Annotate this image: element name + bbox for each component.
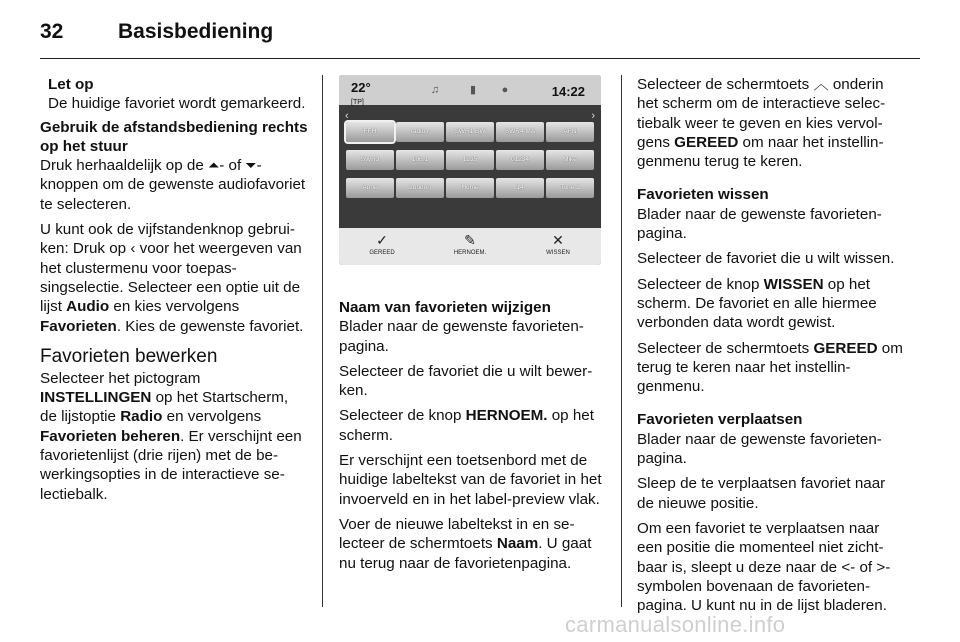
- edit-heading: Favorieten bewerken: [40, 345, 218, 367]
- clock: 14:22: [551, 84, 585, 99]
- favorite-button[interactable]: Anne: [346, 178, 394, 198]
- rename-step-3: Selecteer de knop HERNOEM. op het scherm.: [339, 407, 594, 444]
- favorite-button[interactable]: 106.1: [396, 150, 444, 170]
- favorite-button[interactable]: SWR4 MA: [496, 122, 544, 142]
- arrow-left-icon[interactable]: ‹: [345, 110, 349, 122]
- column-divider: [621, 75, 622, 607]
- rename-step-2: Selecteer de favoriet die u wilt bewerken.: [339, 362, 593, 400]
- music-icon: ♫: [430, 84, 440, 96]
- move-step-1: Blader naar de gewenste favorietenpagina.: [637, 430, 882, 468]
- favorite-button[interactable]: radio r: [396, 122, 444, 142]
- edit-paragraph: Selecteer het pictogram INSTELLINGEN op het Startscherm, de lijstoptie Radio en vervolgens Favorieten beheren. Er verschijnt een favorietenlijst (drie rijen) met de bewerkingsopties in de interactieve selectiebalk.: [40, 369, 302, 503]
- rename-button[interactable]: ✎ HERNOEM.: [435, 232, 505, 258]
- done-paragraph: Selecteer de schermtoets ︿ onderin het scherm om de interactieve selectiebalk weer te geven en kies vervolgens GEREED om naar het instellingenmenu terug te keren.: [637, 76, 886, 171]
- page-title: Basisbediening: [118, 20, 274, 43]
- favorite-button[interactable]: Tone 1: [546, 178, 594, 198]
- favorite-button[interactable]: Mike: [546, 150, 594, 170]
- column-divider: [322, 75, 323, 607]
- favorite-button[interactable]: 14: [496, 178, 544, 198]
- tp-indicator: [TP]: [351, 99, 364, 106]
- action-bar: [339, 228, 601, 265]
- pencil-icon: ✎: [464, 232, 476, 248]
- note-body: De huidige favoriet wordt gemarkeerd.: [48, 95, 306, 113]
- note-title: Let op: [48, 76, 94, 93]
- move-step-3: Om een favoriet te verplaatsen naar een positie die momenteel niet zichtbaar is, sleept u deze naar de <- of >-symbolen bovenaan de favorietenpagina. U kunt nu in de lijst bladeren.: [637, 519, 891, 615]
- delete-step-3: Selecteer de knop WISSEN op het scherm. De favoriet en alle hiermee verbonden data wordt gewist.: [637, 275, 877, 332]
- delete-step-2: Selecteer de favoriet die u wilt wissen.: [637, 250, 895, 268]
- move-step-2: Sleep de te verplaatsen favoriet naar de nieuwe positie.: [637, 475, 886, 512]
- page-number: 32: [40, 20, 64, 43]
- phone-icon: ▮: [469, 84, 477, 96]
- move-heading: Favorieten verplaatsen: [637, 411, 803, 429]
- rename-step-4: Er verschijnt een toetsenbord met de huidige labeltekst van de favoriet in het invoerveld en in het label-preview vlak.: [339, 452, 602, 508]
- delete-step-4: Selecteer de schermtoets GEREED om terug te keren naar het instellingenmenu.: [637, 339, 903, 396]
- favorite-button[interactable]: 01234: [496, 150, 544, 170]
- remote-paragraph: Druk herhaaldelijk op de ⏶- of ⏷-knoppen om de gewenste audiofavoriet te selecteren.: [40, 157, 306, 213]
- close-icon: ✕: [552, 232, 564, 248]
- watermark: carmanualsonline.info: [565, 612, 786, 637]
- column-middle: [339, 75, 607, 579]
- arrow-right-icon[interactable]: ›: [591, 110, 595, 122]
- rename-step-1: Blader naar de gewenste favorietenpagina.: [339, 318, 584, 355]
- favorite-button[interactable]: AFN: [546, 122, 594, 142]
- page-header: [40, 20, 920, 50]
- favorite-button[interactable]: 1235: [446, 150, 494, 170]
- delete-heading: Favorieten wissen: [637, 186, 769, 204]
- delete-button[interactable]: ✕ WISSEN: [523, 232, 593, 258]
- favorite-button[interactable]: SWR3: [346, 150, 394, 170]
- rename-heading: Naam van favorieten wijzigen: [339, 299, 551, 316]
- done-button[interactable]: ✓ GEREED: [347, 232, 417, 258]
- chevron-left-icon: ‹: [130, 240, 136, 258]
- temperature: 22°: [351, 80, 371, 95]
- check-icon: ✓: [376, 232, 388, 248]
- column-left: [40, 75, 308, 510]
- favorites-screen-illustration: [339, 75, 601, 265]
- favorite-button[interactable]: London: [396, 178, 444, 198]
- chevron-up-icon: ︿: [813, 76, 829, 93]
- header-rule: [40, 58, 920, 59]
- chevron-left-icon: <: [841, 558, 851, 576]
- favorite-button[interactable]: FFH: [346, 122, 394, 142]
- delete-step-1: Blader naar de gewenste favorietenpagina.: [637, 205, 882, 243]
- status-bar: [339, 75, 601, 105]
- favorite-button[interactable]: Home: [446, 178, 494, 198]
- seek-up-icon: ⏶: [208, 157, 220, 174]
- note-box: [40, 75, 308, 114]
- column-right: [637, 75, 905, 621]
- seek-down-icon: ⏷: [245, 157, 257, 174]
- remote-heading: Gebruik de afstandsbediening rechts op het stuur: [40, 118, 308, 155]
- five-way-paragraph: U kunt ook de vijfstandenknop gebruiken: Druk op ‹ voor het weergeven van het clustermenu voor toepassingselectie. Selecteer een optie uit de lijst Audio en kies vervolgens Favorieten. Kies de gewenste favoriet.: [40, 221, 304, 335]
- chevron-right-icon: >: [876, 558, 886, 576]
- favorite-button[interactable]: SWR1 BW: [446, 122, 494, 142]
- page-arrows: [339, 107, 601, 121]
- nav-icon: ●: [501, 84, 509, 96]
- rename-step-5: Voer de nieuwe labeltekst in en selecteer de schermtoets Naam. U gaat nu terug naar de favorietenpagina.: [339, 515, 592, 572]
